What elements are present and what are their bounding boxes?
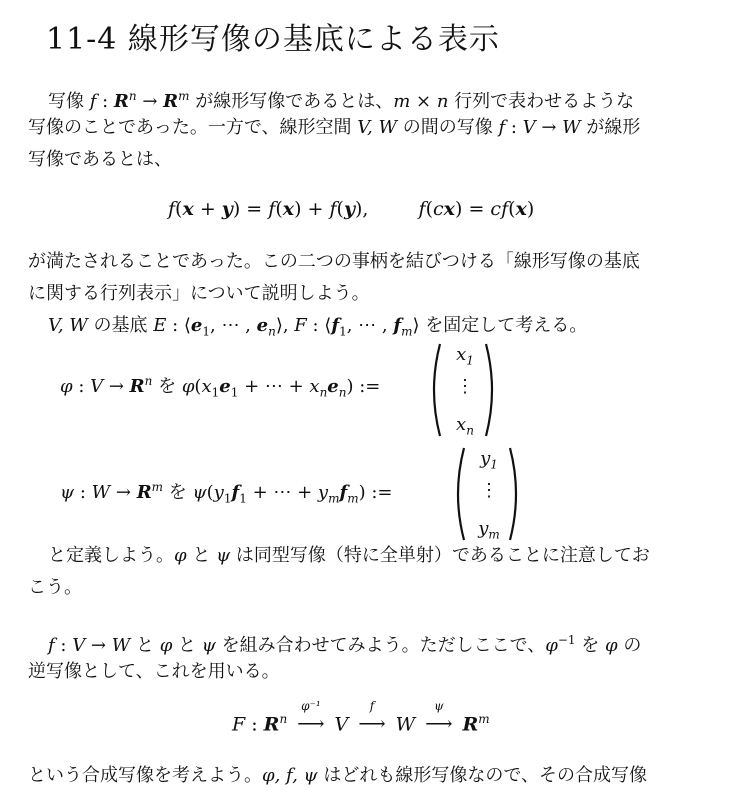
arrow-label: φ⁻¹ <box>301 699 321 714</box>
paragraph-line: 逆写像として、これを用いる。 <box>28 661 280 682</box>
vector-entry: $y_m$ <box>478 518 500 542</box>
paragraph-line: 写像のことであった。一方で、線形空間 V, W の間の写像 f : V → W が線形 <box>28 117 641 138</box>
arrow-label: ψ <box>434 699 444 714</box>
text: と <box>130 635 160 656</box>
math: R <box>113 91 129 112</box>
text: を組み合わせてみよう。ただしここで、 <box>215 635 546 656</box>
text: と <box>186 545 217 566</box>
section-title: 11-4 線形写像の基底による表示 <box>46 22 500 57</box>
composition-equation: F : $R^n$ φ⁻¹ ⟶ V f ⟶ W ψ ⟶ $R^m$ <box>232 699 490 736</box>
paragraph-line: に関する行列表示」について説明しよう。 <box>28 283 370 304</box>
text: を <box>163 482 193 503</box>
math: m <box>393 91 411 112</box>
text: 写像 <box>48 91 90 112</box>
math: f <box>498 117 506 138</box>
math: V, W <box>357 117 397 138</box>
text: と <box>172 635 202 656</box>
arrow-label: f <box>369 699 375 714</box>
paragraph-line: V, W の基底 E : $⟨e_1$, ⋯ , $e_n⟩$, F : $⟨f_1$, ⋯ , $f_m⟩$ を固定して考える。 <box>48 315 588 339</box>
arrow-psi: ψ ⟶ <box>425 699 453 736</box>
vector-entry: $y_1$ <box>480 448 498 472</box>
equation-linearity: f(x + y) = f(x) + f(y), f(cx) = cf(x) <box>168 198 535 220</box>
math: f <box>89 91 97 112</box>
text: を <box>575 635 606 656</box>
text: の基底 <box>87 315 154 336</box>
paragraph-line: 写像であるとは、 <box>28 149 172 170</box>
text: はどれも線形写像なので、その合成写像 <box>317 765 648 786</box>
paragraph-line: 写像 f : $R^n \to R^m$ が線形写像であるとは、m × n 行列で表わせるような <box>48 89 635 112</box>
text: 行列で表わせるような <box>448 91 635 112</box>
paragraph-line: こう。 <box>28 577 82 598</box>
text: を固定して考える。 <box>419 315 588 336</box>
math: R <box>163 91 179 112</box>
arrow-phi-inverse: φ⁻¹ ⟶ <box>297 699 325 736</box>
text: が線形写像であるとは、 <box>189 91 394 112</box>
vector-entry: $x_n$ <box>456 414 474 438</box>
paragraph-line: が満たされることであった。この二つの事柄を結びつける「線形写像の基底 <box>28 251 640 272</box>
text: が線形 <box>580 117 641 138</box>
text: 写像のことであった。一方で、線形空間 <box>28 117 358 138</box>
phi-definition: φ : $V \to R^n$ を $\varphi(x_1e_1$ + ⋯ + $x_ne_n$) := <box>60 374 381 400</box>
paragraph-line: という合成写像を考えよう。φ, f, ψ はどれも線形写像なので、その合成写像 <box>28 765 648 786</box>
vector-entry: $x_1$ <box>456 344 474 368</box>
psi-definition: ψ : $W \to R^m$ を $\psi(y_1f_1$ + ⋯ + $y_mf_m$) := <box>60 480 393 506</box>
vector-vdots: ⋮ <box>456 376 474 397</box>
text: は同型写像（特に全単射）であることに注意してお <box>230 545 650 566</box>
text: を <box>152 376 182 397</box>
text: という合成写像を考えよう。 <box>28 765 262 786</box>
paragraph-line: と定義しよう。φ と ψ は同型写像（特に全単射）であることに注意してお <box>48 545 650 566</box>
paragraph-line: f : V → W と φ と ψ を組み合わせてみよう。ただしここで、$\varphi^{-1}$ を φ の <box>48 633 642 656</box>
arrow-f: f ⟶ <box>358 699 386 736</box>
vector-vdots: ⋮ <box>480 480 498 501</box>
text: と定義しよう。 <box>48 545 174 566</box>
text: の <box>617 635 642 656</box>
text: の間の写像 <box>396 117 499 138</box>
